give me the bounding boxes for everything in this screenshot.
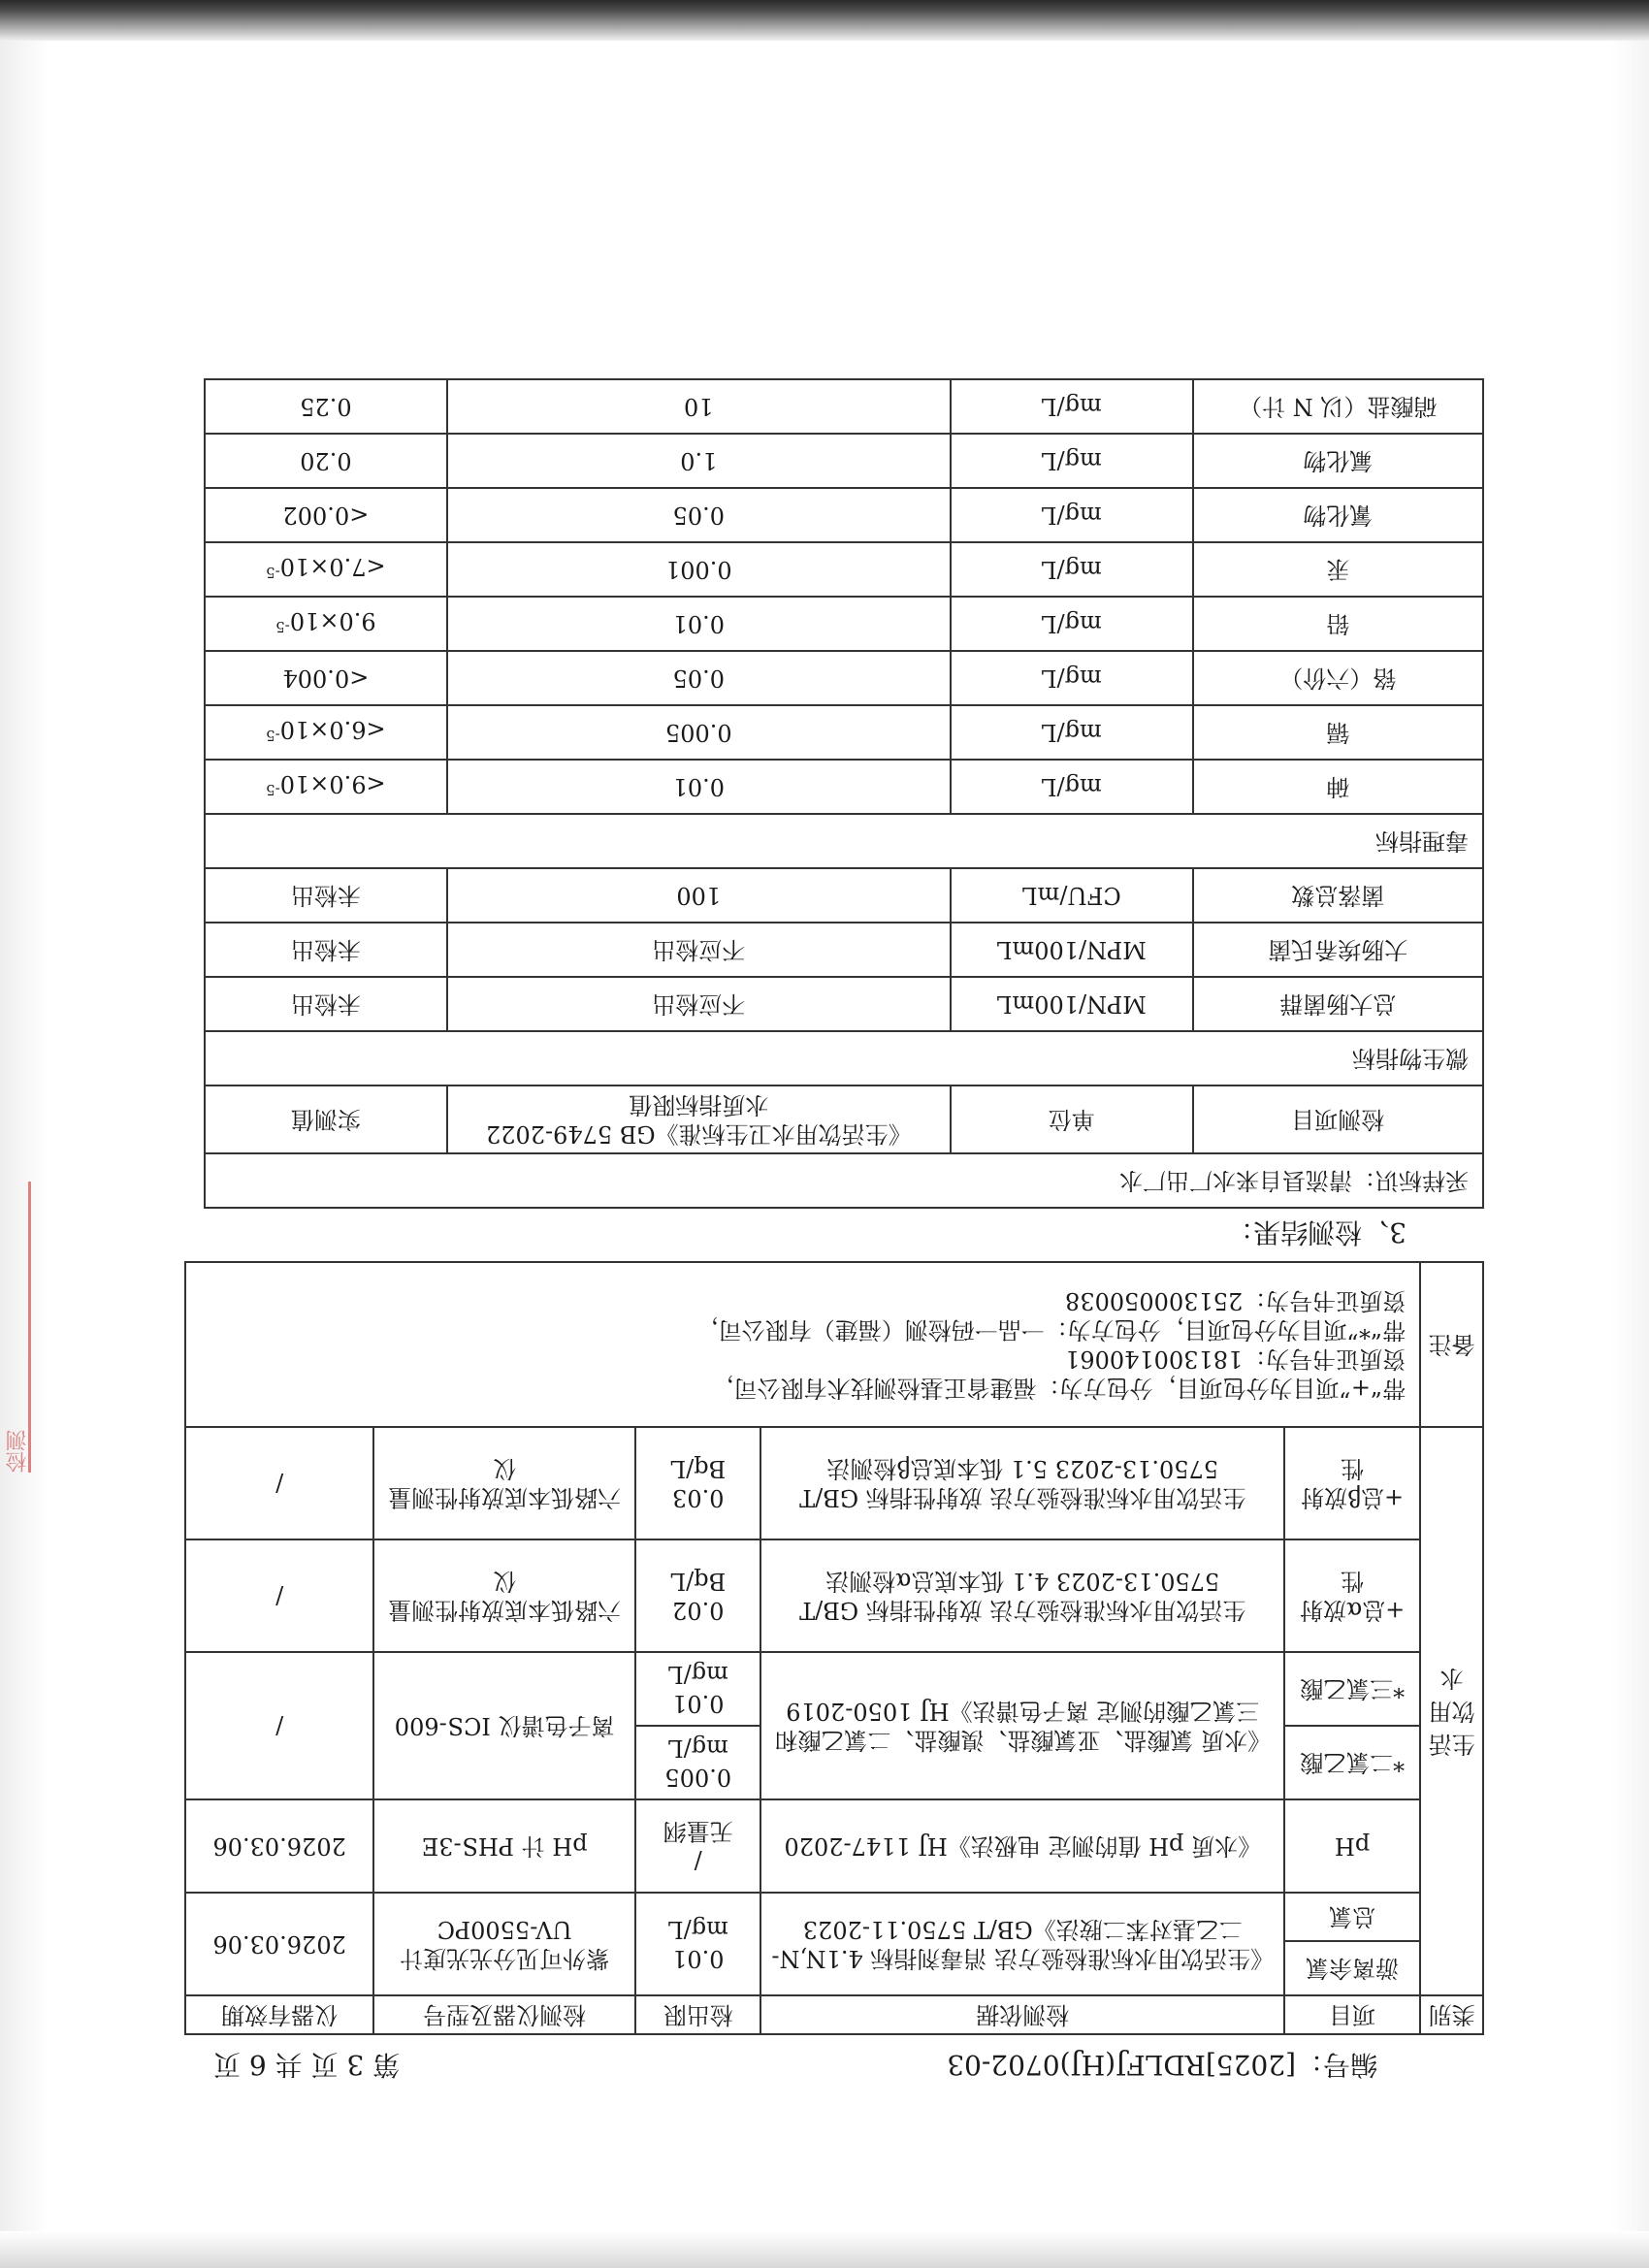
remarks-row	[185, 1262, 1483, 1427]
unit-cell: mg/L	[951, 705, 1193, 760]
value-mantissa: <9.0×10	[279, 770, 386, 797]
unit-cell: CFU/mL	[951, 868, 1193, 923]
value-exponent: -5	[266, 781, 280, 798]
validity-cell: /	[185, 1427, 373, 1539]
item-cell: 汞	[1193, 542, 1483, 597]
table-header-row	[185, 1995, 1483, 2034]
validity-cell: /	[185, 1539, 373, 1652]
value-cell: 未检出	[205, 923, 447, 977]
unit-cell: mg/L	[951, 542, 1193, 597]
limit-unit: mg/L	[667, 1661, 728, 1688]
remark-line: 资质证书号为：251300050038	[1065, 1287, 1406, 1314]
column-header: 类别	[1420, 1995, 1483, 2034]
instrument-cell: 六路低本底放射性测量仪	[373, 1427, 635, 1539]
sample-label: 采样标识：清流县自来水厂出厂水	[205, 1153, 1483, 1208]
basis-cell: 《水质 氯酸盐、亚氯酸盐、溴酸盐、二氯乙酸和三氯乙酸的测定 离子色谱法》HJ 1050-2019	[760, 1652, 1284, 1799]
item-cell: *二氯乙酸	[1284, 1726, 1420, 1799]
limit-cell: 0.01	[447, 597, 951, 651]
page-number: 第 3 页 共 6 页	[213, 2049, 401, 2081]
value-mantissa: <7.0×10	[279, 553, 386, 580]
limit-cell: 10	[447, 379, 951, 434]
section-row	[205, 814, 1483, 868]
basis-cell: 《水质 pH 值的测定 电极法》HJ 1147-2020	[760, 1799, 1284, 1893]
table-row	[185, 1427, 1483, 1539]
table-row	[185, 1726, 1483, 1799]
item-cell: 总大肠菌群	[1193, 977, 1483, 1031]
item-cell: 铬（六价）	[1193, 651, 1483, 705]
limit-cell: 0.005	[447, 705, 951, 760]
table-row	[205, 705, 1483, 760]
table-row	[185, 1799, 1483, 1893]
item-cell: 硝酸盐（以 N 计）	[1193, 379, 1483, 434]
table-row	[205, 760, 1483, 814]
standard-name: 《生活饮用水卫生标准》GB 5749-2022	[485, 1120, 912, 1148]
table-row	[185, 1941, 1483, 1995]
column-header: 检测依据	[760, 1995, 1284, 2034]
item-cell: +总β放射性	[1284, 1427, 1420, 1539]
limit-cell: 0.001	[447, 542, 951, 597]
value-cell: 0.25	[205, 379, 447, 434]
table-row	[205, 977, 1483, 1031]
limit-cell: 0.01	[447, 760, 951, 814]
basis-cell: 《生活饮用水标准检验方法 消毒剂指标 4.1N,N-二乙基对苯二胺法》GB/T 5750.11-2023	[760, 1893, 1284, 1995]
table-row	[185, 1539, 1483, 1652]
table-row	[205, 597, 1483, 651]
unit-cell: mg/L	[951, 379, 1193, 434]
limit-unit: mg/L	[667, 1734, 728, 1762]
value-cell: <0.004	[205, 651, 447, 705]
column-header: 检测仪器及型号	[373, 1995, 635, 2034]
unit-cell: mg/L	[951, 597, 1193, 651]
remark-line: 资质证书号为：181300140061	[1065, 1345, 1406, 1373]
limit-value: 0.01	[672, 1690, 725, 1717]
table-row	[205, 542, 1483, 597]
validity-cell: 2026.03.06	[185, 1893, 373, 1995]
value-cell: 0.20	[205, 434, 447, 488]
column-header: 项目	[1284, 1995, 1420, 2034]
limit-cell: 1.0	[447, 434, 951, 488]
table-row	[205, 379, 1483, 434]
remark-line: 带“*”项目为分包项目，分包方为：一品一码检测（福建）有限公司，	[695, 1316, 1406, 1344]
instrument-cell: pH 计 PHS-3E	[373, 1799, 635, 1893]
limit-value: 0.03	[672, 1484, 725, 1511]
limit-cell	[635, 1652, 760, 1726]
sample-row	[205, 1153, 1483, 1208]
limit-cell: 不应检出	[447, 923, 951, 977]
scan-edge-bottom	[0, 0, 1649, 41]
item-cell: 总氯	[1284, 1893, 1420, 1941]
basis-cell: 生活饮用水标准检验方法 放射性指标 GB/T 5750.13-2023 4.1 低本底总α检测法	[760, 1539, 1284, 1652]
value-exponent: -5	[275, 618, 290, 635]
remarks-label: 备注	[1420, 1262, 1483, 1427]
value-cell	[205, 597, 447, 651]
unit-cell: mg/L	[951, 760, 1193, 814]
value-mantissa: <6.0×10	[279, 716, 386, 743]
limit-unit: 无量纲	[663, 1818, 733, 1845]
value-cell	[205, 705, 447, 760]
partial-seal-stamp: 检测	[0, 1182, 31, 1473]
unit-cell: mg/L	[951, 488, 1193, 542]
limit-cell	[635, 1893, 760, 1995]
instrument-cell: 六路低本底放射性测量仪	[373, 1539, 635, 1652]
results-title: 3、检测结果：	[1226, 1216, 1406, 1248]
unit-cell: mg/L	[951, 651, 1193, 705]
unit-cell: MPN/100mL	[951, 923, 1193, 977]
value-cell: 未检出	[205, 977, 447, 1031]
limit-value: /	[694, 1847, 702, 1874]
limit-cell	[635, 1427, 760, 1539]
value-exponent: -5	[266, 564, 280, 581]
instrument-cell: 紫外可见分光光度计 UV-5500PC	[373, 1893, 635, 1995]
test-method-table	[184, 1261, 1484, 2035]
section-title: 微生物指标	[205, 1031, 1483, 1085]
value-cell	[205, 760, 447, 814]
remarks-cell	[185, 1262, 1420, 1427]
limit-unit: Bq/L	[670, 1455, 727, 1482]
validity-cell: /	[185, 1652, 373, 1799]
limit-cell	[635, 1726, 760, 1799]
limit-cell	[635, 1539, 760, 1652]
limit-cell: 100	[447, 868, 951, 923]
test-results-table	[204, 378, 1484, 1209]
basis-cell: 生活饮用水标准检验方法 放射性指标 GB/T 5750.13-2023 5.1 低本底总β检测法	[760, 1427, 1284, 1539]
item-cell: 砷	[1193, 760, 1483, 814]
limit-label: 水质指标限值	[629, 1091, 769, 1118]
item-cell: 氰化物	[1193, 488, 1483, 542]
limit-value: 0.02	[672, 1597, 725, 1624]
scan-edge-top	[0, 2231, 1649, 2268]
limit-value: 0.005	[664, 1764, 732, 1791]
value-mantissa: 9.0×10	[289, 607, 376, 634]
value-exponent: -5	[266, 727, 280, 744]
limit-value: 0.01	[672, 1945, 725, 1972]
table-row	[205, 434, 1483, 488]
column-header: 实测值	[205, 1085, 447, 1153]
report-code: 编号：[2025]RDLFJ(HJ)0702-03	[947, 2049, 1377, 2081]
item-cell: 铅	[1193, 597, 1483, 651]
column-header: 检出限	[635, 1995, 760, 2034]
value-cell: 未检出	[205, 868, 447, 923]
unit-cell: mg/L	[951, 434, 1193, 488]
column-header	[447, 1085, 951, 1153]
table-row	[205, 488, 1483, 542]
limit-cell: 0.05	[447, 488, 951, 542]
report-header	[213, 2047, 1377, 2086]
column-header: 检测项目	[1193, 1085, 1483, 1153]
limit-cell: 0.05	[447, 651, 951, 705]
item-cell: 大肠埃希氏菌	[1193, 923, 1483, 977]
table-header-row	[205, 1085, 1483, 1153]
table-row	[205, 868, 1483, 923]
item-cell: 氟化物	[1193, 434, 1483, 488]
value-cell: <0.002	[205, 488, 447, 542]
section-row	[205, 1031, 1483, 1085]
unit-cell: MPN/100mL	[951, 977, 1193, 1031]
limit-cell	[635, 1799, 760, 1893]
instrument-cell: 离子色谱仪 ICS-600	[373, 1652, 635, 1799]
value-cell	[205, 542, 447, 597]
limit-unit: Bq/L	[670, 1568, 727, 1595]
item-cell: +总α放射性	[1284, 1539, 1420, 1652]
column-header: 仪器有效期	[185, 1995, 373, 2034]
section-title: 毒理指标	[205, 814, 1483, 868]
validity-cell: 2026.03.06	[185, 1799, 373, 1893]
remark-line: 带“+”项目为分包项目，分包方为：福建省正基检测技术有限公司，	[710, 1375, 1406, 1402]
table-row	[205, 923, 1483, 977]
item-cell: pH	[1284, 1799, 1420, 1893]
item-cell: 菌落总数	[1193, 868, 1483, 923]
limit-cell: 不应检出	[447, 977, 951, 1031]
limit-unit: mg/L	[667, 1916, 728, 1943]
item-cell: *三氯乙酸	[1284, 1652, 1420, 1726]
item-cell: 镉	[1193, 705, 1483, 760]
column-header: 单位	[951, 1085, 1193, 1153]
item-cell: 游离余氯	[1284, 1941, 1420, 1995]
table-row	[205, 651, 1483, 705]
category-cell: 生活饮用水	[1420, 1427, 1483, 1995]
